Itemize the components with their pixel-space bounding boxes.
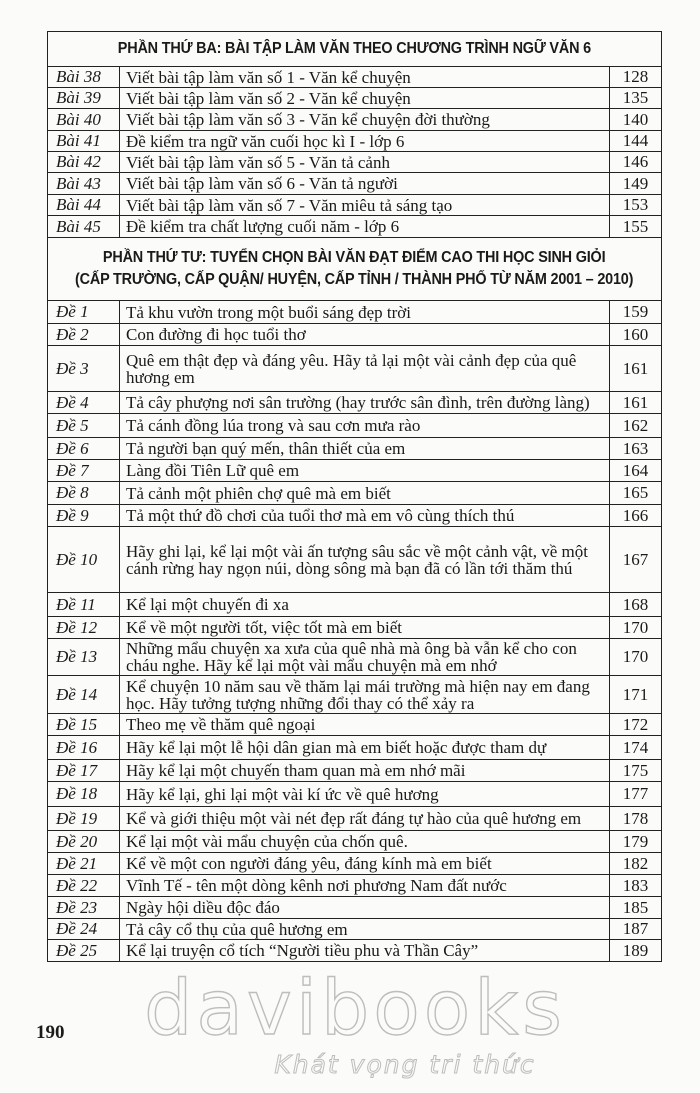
table-row [48, 195, 662, 216]
section4-heading-line2: (CẤP TRƯỜNG, CẤP QUẬN/ HUYỆN, CẤP TỈNH / THÀNH PHỐ TỪ NĂM 2001 – 2010) [75, 271, 634, 288]
entry-code: Đề 23 [48, 897, 120, 919]
entry-title: Tả một thứ đồ chơi của tuổi thơ mà em vô cùng thích thú [120, 505, 610, 527]
table-row [48, 482, 662, 505]
entry-page-number: 175 [610, 760, 662, 782]
entry-page-number: 174 [610, 736, 662, 760]
entry-title: Những mẩu chuyện xa xưa của quê nhà mà ông bà vẫn kể cho con cháu nghe. Hãy kể lại một vài mẩu chuyện mà em nhớ [120, 639, 610, 676]
table-row [48, 324, 662, 346]
entry-code: Đề 7 [48, 460, 120, 482]
entry-page-number: 189 [610, 940, 662, 962]
entry-page-number: 161 [610, 346, 662, 392]
entry-page-number: 162 [610, 414, 662, 438]
table-row [48, 438, 662, 460]
entry-title: Viết bài tập làm văn số 6 - Văn tả người [120, 173, 610, 195]
entry-title: Hãy kể lại một lễ hội dân gian mà em biết hoặc được tham dự [120, 736, 610, 760]
entry-code: Đề 16 [48, 736, 120, 760]
entry-page-number: 161 [610, 392, 662, 414]
entry-code: Đề 1 [48, 301, 120, 324]
entry-title: Ngày hội diều độc đáo [120, 897, 610, 919]
table-row [48, 919, 662, 940]
entry-code: Bài 43 [48, 173, 120, 195]
entry-code: Đề 17 [48, 760, 120, 782]
entry-title: Làng đồi Tiên Lữ quê em [120, 460, 610, 482]
section3-heading [48, 32, 662, 67]
entry-page-number: 160 [610, 324, 662, 346]
watermark-logo: davibooks [144, 963, 566, 1052]
entry-page-number: 135 [610, 88, 662, 109]
entry-page-number: 144 [610, 131, 662, 152]
entry-page-number: 164 [610, 460, 662, 482]
table-row [48, 782, 662, 807]
entry-code: Đề 19 [48, 807, 120, 831]
table-row [48, 875, 662, 897]
entry-page-number: 166 [610, 505, 662, 527]
entry-title: Kể lại một vài mẩu chuyện của chốn quê. [120, 831, 610, 853]
entry-title: Viết bài tập làm văn số 1 - Văn kể chuyện [120, 67, 610, 88]
table-row [48, 807, 662, 831]
entry-title: Hãy kể lại một chuyến tham quan mà em nhớ mãi [120, 760, 610, 782]
entry-code: Đề 25 [48, 940, 120, 962]
entry-page-number: 165 [610, 482, 662, 505]
entry-title: Đề kiểm tra ngữ văn cuối học kì I - lớp 6 [120, 131, 610, 152]
table-row [48, 301, 662, 324]
table-row [48, 617, 662, 639]
entry-page-number: 179 [610, 831, 662, 853]
entry-page-number: 153 [610, 195, 662, 216]
entry-code: Bài 39 [48, 88, 120, 109]
table-row [48, 152, 662, 173]
toc-body [48, 32, 662, 962]
entry-code: Đề 8 [48, 482, 120, 505]
table-row [48, 639, 662, 676]
entry-title: Kể về một người tốt, việc tốt mà em biết [120, 617, 610, 639]
entry-code: Đề 21 [48, 853, 120, 875]
table-row [48, 853, 662, 875]
section4-heading-row [48, 238, 662, 301]
entry-page-number: 149 [610, 173, 662, 195]
entry-title: Tả cây cổ thụ của quê hương em [120, 919, 610, 940]
entry-page-number: 182 [610, 853, 662, 875]
entry-page-number: 159 [610, 301, 662, 324]
entry-page-number: 171 [610, 676, 662, 714]
table-row [48, 109, 662, 131]
entry-title: Quê em thật đẹp và đáng yêu. Hãy tả lại một vài cảnh đẹp của quê hương em [120, 346, 610, 392]
entry-title: Tả người bạn quý mến, thân thiết của em [120, 438, 610, 460]
table-row [48, 392, 662, 414]
entry-code: Đề 4 [48, 392, 120, 414]
table-row [48, 527, 662, 593]
entry-code: Bài 41 [48, 131, 120, 152]
entry-page-number: 183 [610, 875, 662, 897]
entry-title: Tả khu vườn trong một buổi sáng đẹp trời [120, 301, 610, 324]
table-row [48, 88, 662, 109]
entry-page-number: 140 [610, 109, 662, 131]
entry-page-number: 146 [610, 152, 662, 173]
entry-title: Kể chuyện 10 năm sau về thăm lại mái trường mà hiện nay em đang học. Hãy tưởng tượng những đổi thay có thể xảy ra [120, 676, 610, 714]
entry-code: Đề 24 [48, 919, 120, 940]
section3-heading-text: PHẦN THỨ BA: BÀI TẬP LÀM VĂN THEO CHƯƠNG TRÌNH NGỮ VĂN 6 [117, 40, 592, 57]
entry-title: Vĩnh Tế - tên một dòng kênh nơi phương Nam đất nước [120, 875, 610, 897]
table-row [48, 216, 662, 238]
watermark-slogan: Khát vọng tri thức [274, 1050, 536, 1079]
entry-code: Bài 40 [48, 109, 120, 131]
table-row [48, 67, 662, 88]
entry-title: Hãy kể lại, ghi lại một vài kí ức về quê hương [120, 782, 610, 807]
entry-page-number: 163 [610, 438, 662, 460]
table-row [48, 173, 662, 195]
table-row [48, 346, 662, 392]
section4-heading-line1: PHẦN THỨ TƯ: TUYỂN CHỌN BÀI VĂN ĐẠT ĐIỂM CAO THI HỌC SINH GIỎI [103, 249, 606, 266]
entry-title: Con đường đi học tuổi thơ [120, 324, 610, 346]
entry-code: Đề 20 [48, 831, 120, 853]
table-row [48, 593, 662, 617]
entry-code: Đề 5 [48, 414, 120, 438]
entry-title: Kể lại một chuyến đi xa [120, 593, 610, 617]
table-of-contents [47, 31, 662, 962]
entry-code: Đề 22 [48, 875, 120, 897]
entry-title: Viết bài tập làm văn số 5 - Văn tả cảnh [120, 152, 610, 173]
table-row [48, 897, 662, 919]
entry-code: Bài 38 [48, 67, 120, 88]
entry-title: Viết bài tập làm văn số 2 - Văn kể chuyện [120, 88, 610, 109]
entry-page-number: 178 [610, 807, 662, 831]
table-row [48, 736, 662, 760]
entry-page-number: 187 [610, 919, 662, 940]
table-row [48, 760, 662, 782]
entry-page-number: 168 [610, 593, 662, 617]
section4-heading [48, 238, 662, 301]
table-row [48, 831, 662, 853]
entry-title: Kể lại truyện cổ tích “Người tiều phu và Thần Cây” [120, 940, 610, 962]
entry-title: Đề kiểm tra chất lượng cuối năm - lớp 6 [120, 216, 610, 238]
entry-code: Bài 42 [48, 152, 120, 173]
entry-code: Đề 13 [48, 639, 120, 676]
entry-code: Bài 44 [48, 195, 120, 216]
entry-code: Đề 14 [48, 676, 120, 714]
entry-page-number: 177 [610, 782, 662, 807]
table-row [48, 460, 662, 482]
entry-page-number: 172 [610, 714, 662, 736]
entry-code: Đề 11 [48, 593, 120, 617]
entry-page-number: 185 [610, 897, 662, 919]
entry-code: Đề 10 [48, 527, 120, 593]
table-row [48, 131, 662, 152]
entry-code: Đề 12 [48, 617, 120, 639]
entry-page-number: 167 [610, 527, 662, 593]
entry-title: Kể và giới thiệu một vài nét đẹp rất đáng tự hào của quê hương em [120, 807, 610, 831]
entry-code: Đề 9 [48, 505, 120, 527]
entry-title: Viết bài tập làm văn số 3 - Văn kể chuyện đời thường [120, 109, 610, 131]
entry-title: Hãy ghi lại, kể lại một vài ấn tượng sâu sắc về một cảnh vật, về một cánh rừng hay ngọn núi, dòng sông mà bạn đã có lần tới thăm thú [120, 527, 610, 593]
entry-title: Tả cánh đồng lúa trong và sau cơn mưa rào [120, 414, 610, 438]
entry-page-number: 170 [610, 639, 662, 676]
table-row [48, 940, 662, 962]
page-number: 190 [36, 1022, 65, 1043]
entry-page-number: 170 [610, 617, 662, 639]
entry-code: Đề 6 [48, 438, 120, 460]
entry-code: Đề 3 [48, 346, 120, 392]
entry-title: Tả cảnh một phiên chợ quê mà em biết [120, 482, 610, 505]
entry-code: Bài 45 [48, 216, 120, 238]
section3-heading-row [48, 32, 662, 67]
entry-title: Viết bài tập làm văn số 7 - Văn miêu tả sáng tạo [120, 195, 610, 216]
table-row [48, 414, 662, 438]
entry-code: Đề 18 [48, 782, 120, 807]
table-row [48, 505, 662, 527]
table-row [48, 676, 662, 714]
entry-code: Đề 2 [48, 324, 120, 346]
entry-title: Tả cây phượng nơi sân trường (hay trước sân đình, trên đường làng) [120, 392, 610, 414]
table-row [48, 714, 662, 736]
entry-page-number: 128 [610, 67, 662, 88]
entry-page-number: 155 [610, 216, 662, 238]
entry-code: Đề 15 [48, 714, 120, 736]
entry-title: Kể về một con người đáng yêu, đáng kính mà em biết [120, 853, 610, 875]
entry-title: Theo mẹ về thăm quê ngoại [120, 714, 610, 736]
